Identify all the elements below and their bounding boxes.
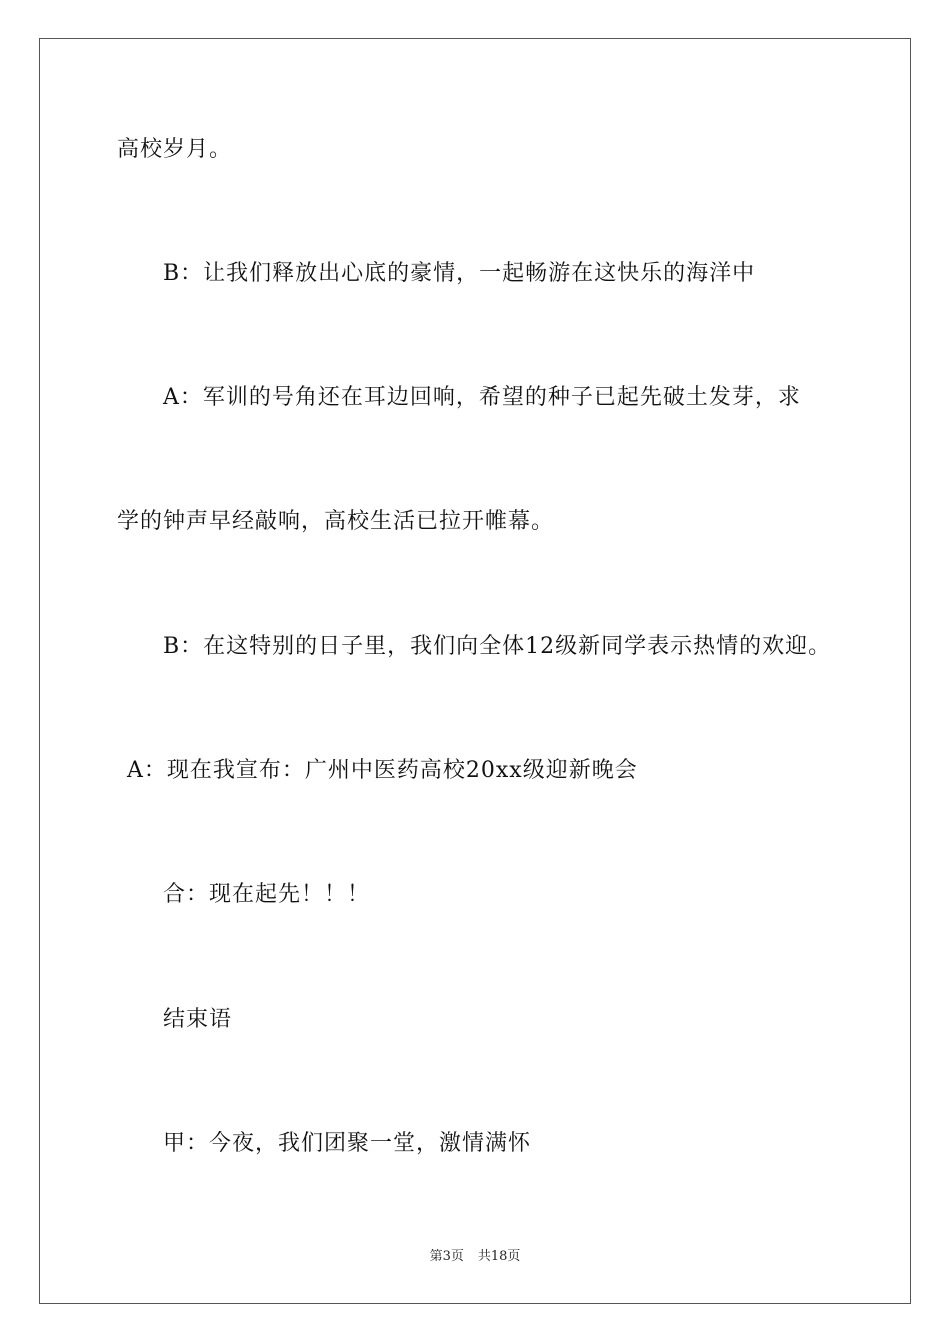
page-footer bbox=[0, 1248, 950, 1266]
text-line-2: B：让我们释放出心底的豪情，一起畅游在这快乐的海洋中 bbox=[163, 261, 756, 286]
text-line-8: 甲：今夜，我们团聚一堂，激情满怀 bbox=[163, 1131, 532, 1156]
text-line-4: 学的钟声早经敲响，高校生活已拉开帷幕。 bbox=[117, 509, 555, 534]
page-border bbox=[39, 38, 911, 1304]
section-heading: 结束语 bbox=[163, 1007, 233, 1032]
page-number: 第3页 bbox=[429, 1249, 464, 1264]
text-line-5: B：在这特别的日子里，我们向全体12级新同学表示热情的欢迎。 bbox=[163, 634, 832, 659]
page-total: 共18页 bbox=[477, 1249, 521, 1264]
text-line-7: 合：现在起先！！！ bbox=[163, 882, 371, 907]
text-line-6: A：现在我宣布：广州中医药高校20xx级迎新晚会 bbox=[127, 758, 638, 783]
text-line-3: A：军训的号角还在耳边回响，希望的种子已起先破土发芽，求 bbox=[163, 385, 801, 410]
text-line-1: 高校岁月。 bbox=[117, 137, 233, 162]
